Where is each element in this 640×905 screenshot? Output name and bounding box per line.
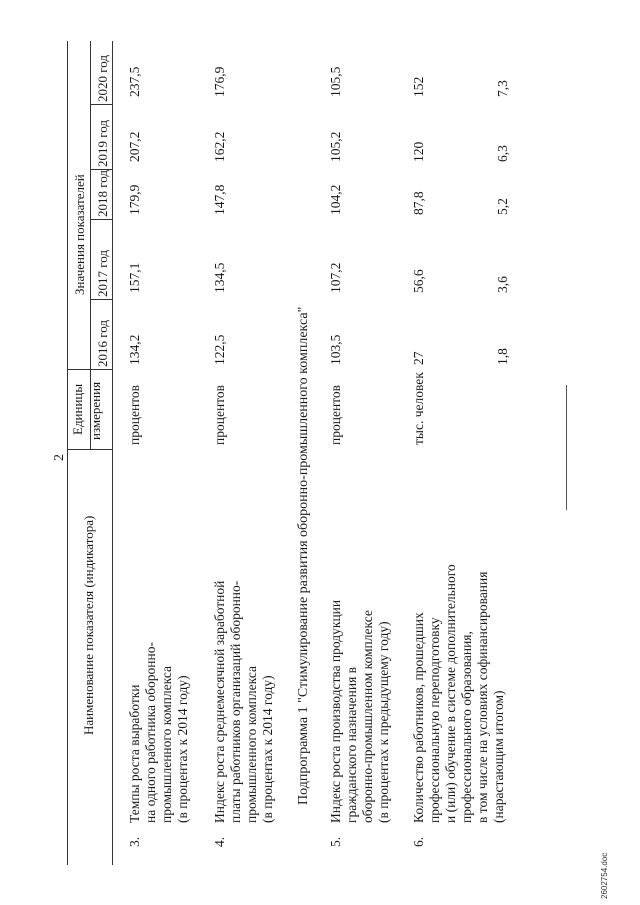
value-2016: 134,2 [127, 334, 142, 365]
value-2020: 105,5 [328, 66, 343, 97]
row-name-line: (в процентах к 2014 году) [175, 675, 190, 823]
row-name-line: Индекс роста производства продукции [328, 599, 343, 823]
header-divider-values [67, 369, 113, 370]
value2-2020: 7,3 [495, 80, 510, 97]
value-2016: 27 [411, 351, 426, 365]
value-2018: 179,9 [127, 184, 142, 215]
header-year-2018: 2018 год [95, 170, 110, 217]
row-name-line: и (или) обучение в системе дополнительного [443, 564, 458, 823]
row-unit: процентов [212, 384, 227, 445]
row-unit: процентов [328, 384, 343, 445]
subprogram-title: Подпрограмма 1 "Стимулирование развития оборонно-промышленного комплекса" [296, 306, 311, 805]
row-name-line: промышленного комплекса [244, 666, 259, 823]
row-number: 3. [127, 836, 142, 847]
row-name-line: (нарастающим итогом) [491, 690, 506, 823]
row-name-line: Количество работников, прошедших [411, 612, 426, 823]
row-name-line: профессионального образования, [459, 631, 474, 823]
value-2020: 152 [411, 76, 426, 97]
table-top-border [67, 41, 68, 865]
row-number: 5. [328, 836, 343, 847]
row-name-line: оборонно-промышленном комплексе [360, 610, 375, 823]
row-name-line: платы работников организаций оборонно- [228, 580, 243, 823]
signature-line [566, 385, 567, 510]
value-2017: 107,2 [328, 262, 343, 293]
value-2017: 134,5 [212, 262, 227, 293]
value-2017: 157,1 [127, 262, 142, 293]
value-2018: 147,8 [212, 184, 227, 215]
value-2018: 104,2 [328, 184, 343, 215]
value-2019: 162,2 [212, 131, 227, 162]
value2-2016: 1,8 [495, 348, 510, 365]
row-name [212, 473, 276, 823]
value2-2019: 6,3 [495, 145, 510, 162]
row-name-line: промышленного комплекса [159, 666, 174, 823]
row-name-line: (в процентах к 2014 году) [260, 675, 275, 823]
value-2020: 237,5 [127, 66, 142, 97]
header-units-line1: Единицы [70, 383, 85, 435]
row-name-line: гражданского назначения в [344, 666, 359, 823]
value-2016: 103,5 [328, 334, 343, 365]
value-2018: 87,8 [411, 191, 426, 215]
row-name-line: Темпы роста выработки [127, 684, 142, 823]
row-name-line: на одного работника оборонно- [143, 642, 158, 823]
value-2020: 176,9 [212, 66, 227, 97]
row-name-line: профессиональную переподготовку [427, 617, 442, 823]
header-divider-year [90, 104, 113, 105]
header-divider-units [67, 449, 113, 450]
row-number: 4. [212, 836, 227, 847]
page-number: 2 [52, 454, 67, 461]
header-year-2019: 2019 год [95, 120, 110, 167]
row-name-line: в том числе на условиях софинансирования [475, 571, 490, 823]
header-name-column: Наименование показателя (индикатора) [81, 515, 96, 735]
row-name-line: (в процентах к предыдущему году) [376, 621, 391, 823]
row-name [127, 473, 191, 823]
header-divider-year [90, 219, 113, 220]
row-unit: процентов [127, 384, 142, 445]
row-name [328, 473, 392, 823]
value-2019: 120 [411, 141, 426, 162]
value-2019: 207,2 [127, 131, 142, 162]
value2-2018: 5,2 [495, 198, 510, 215]
header-values-group: Значения показателей [72, 174, 87, 295]
footer-doc-code: 2602754.doc [600, 852, 609, 899]
row-number: 6. [411, 836, 426, 847]
row-name [411, 473, 507, 823]
value2-2017: 3,6 [495, 276, 510, 293]
value-2017: 56,6 [411, 269, 426, 293]
header-units-line2: измерения [88, 381, 103, 440]
header-year-2017: 2017 год [95, 250, 110, 297]
header-divider-year [90, 299, 113, 300]
row-name-line: Индекс роста среднемесячной заработной [212, 580, 227, 823]
value-2019: 105,2 [328, 131, 343, 162]
header-year-2020: 2020 год [95, 55, 110, 102]
row-unit: тыс. человек [411, 372, 426, 445]
value-2016: 122,5 [212, 334, 227, 365]
header-year-2016: 2016 год [95, 320, 110, 367]
header-bottom-border [112, 41, 113, 865]
